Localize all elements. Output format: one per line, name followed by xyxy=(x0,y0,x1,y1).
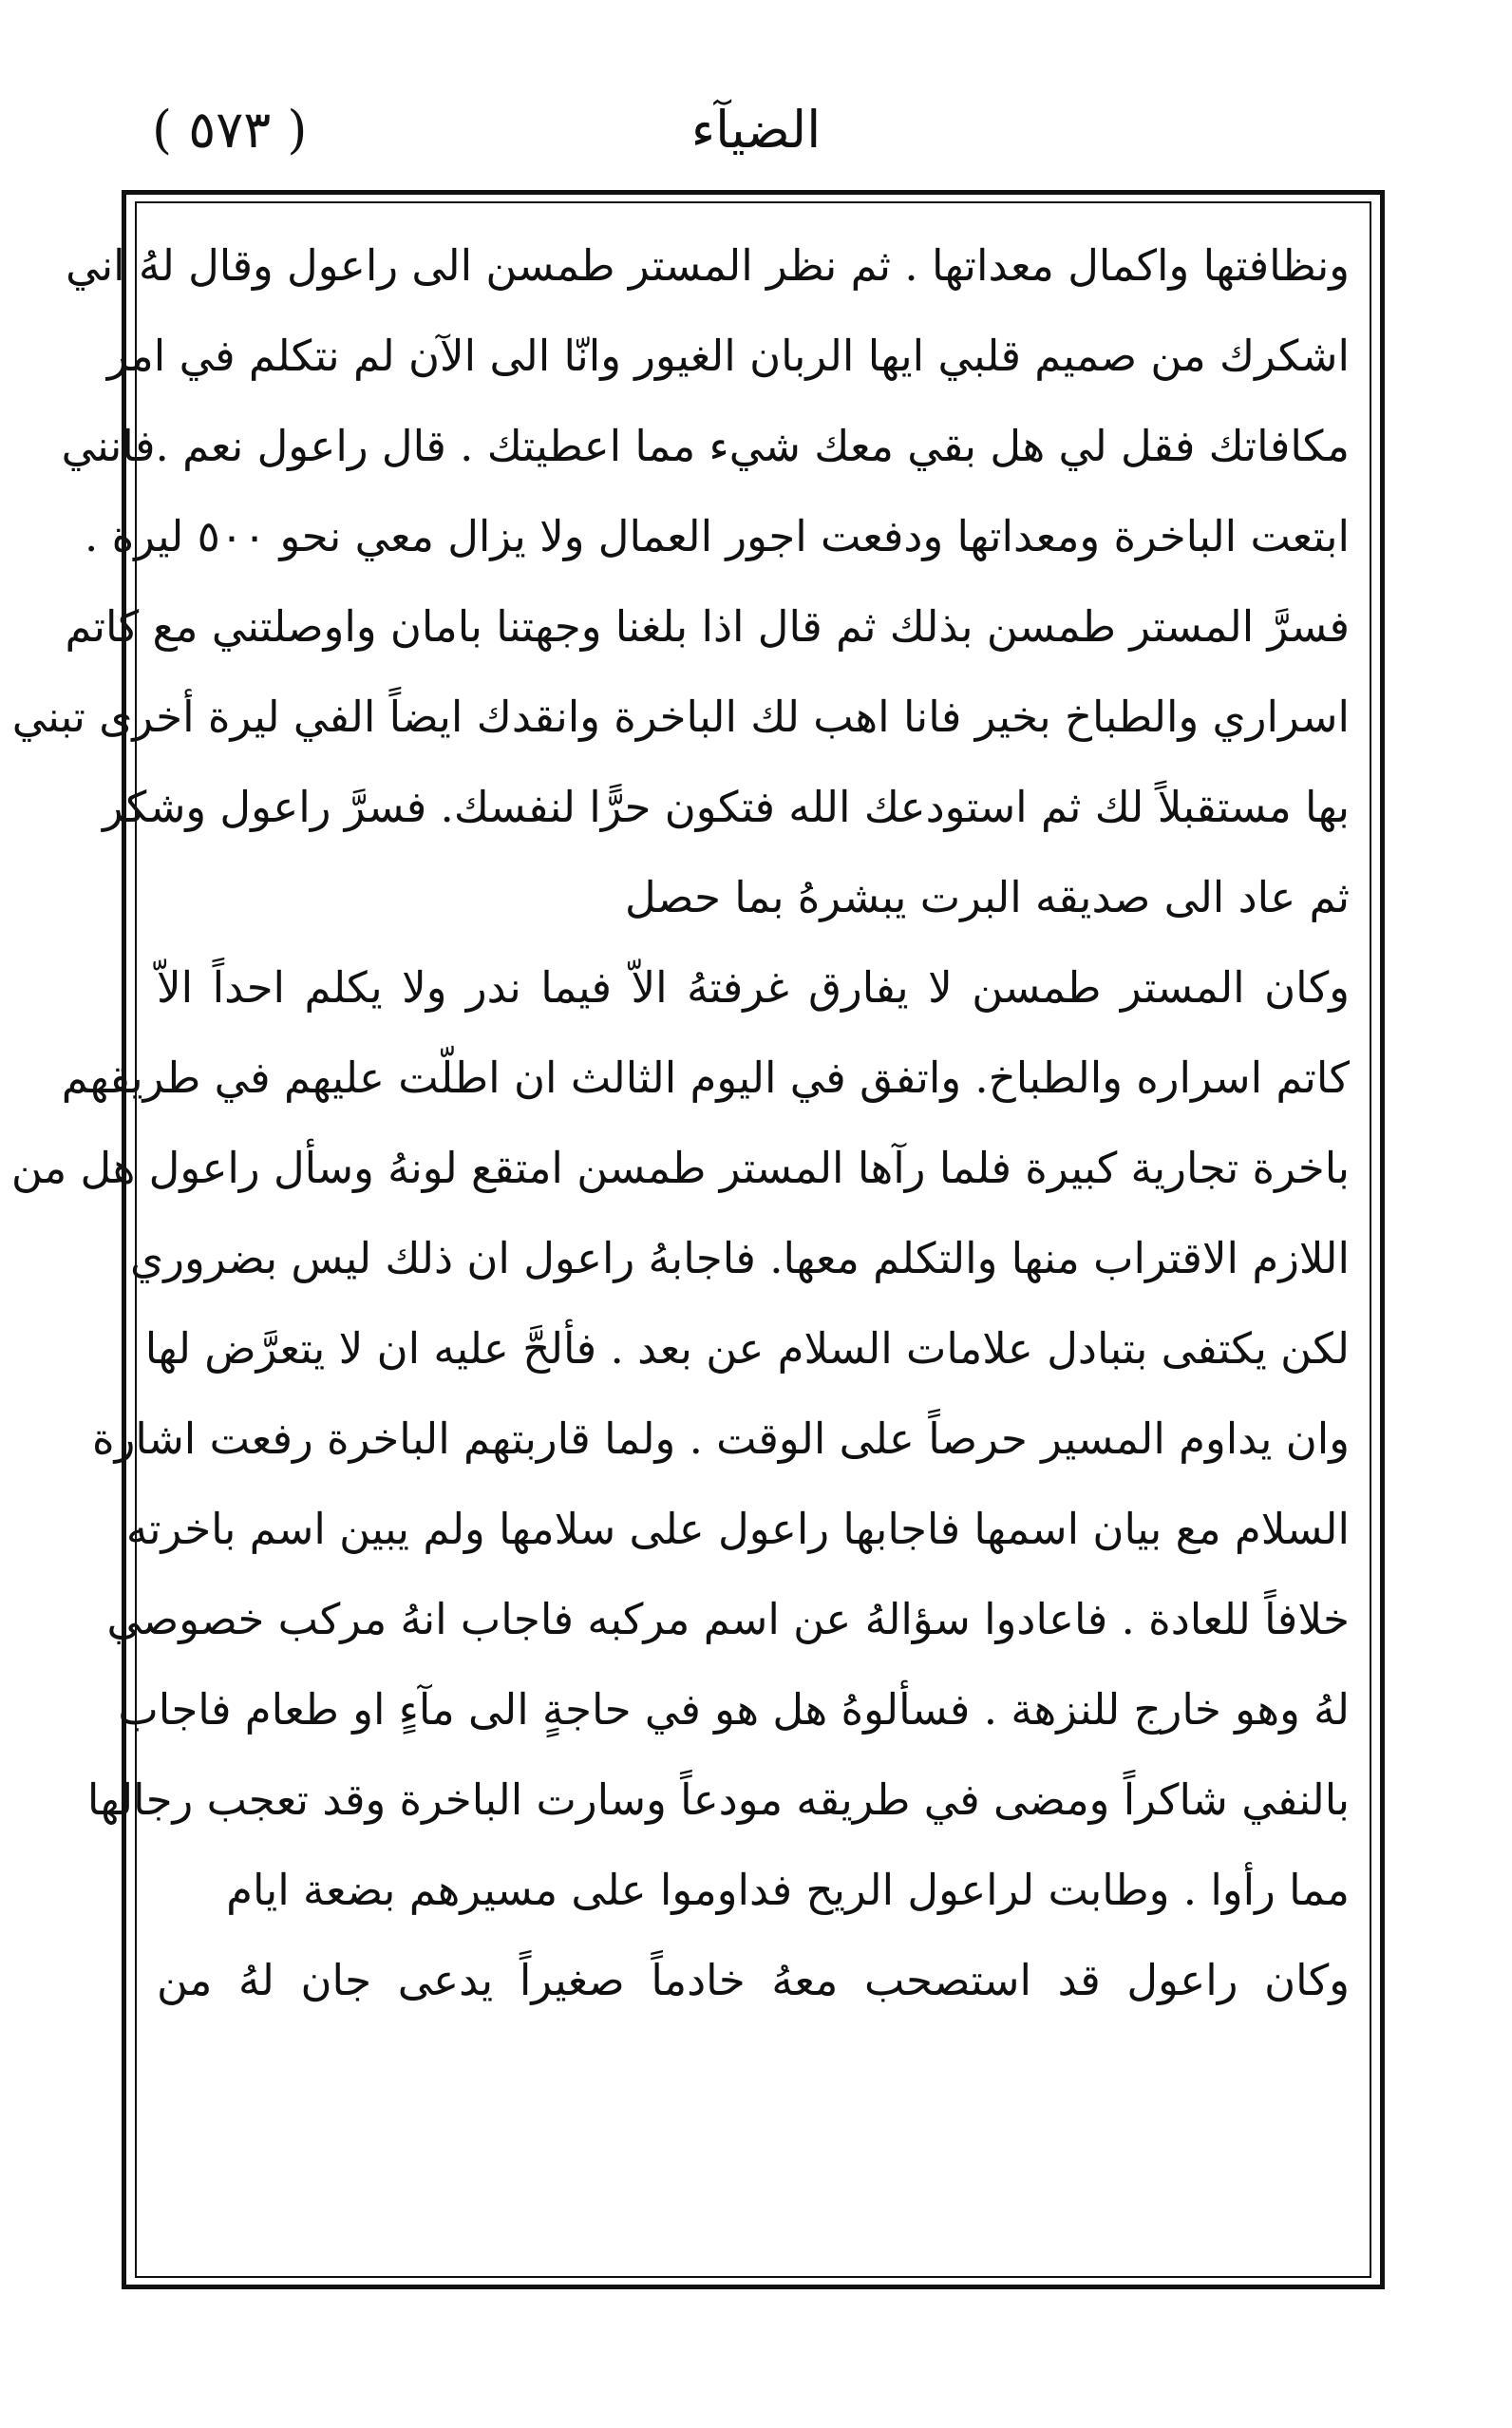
paragraph-start-line: وكان راعول قد استصحب معهُ خادماً صغيراً يدعى جان لهُ من xyxy=(157,1955,1350,2005)
text-line: باخرة تجارية كبيرة فلما رآها المستر طمسن امتقع لونهُ وسأل راعول هل من xyxy=(10,1143,1350,1193)
paragraph-start-line: وكان المستر طمسن لا يفارق غرفتهُ الاّ فيما ندر ولا يكلم احداً الاّ xyxy=(157,962,1350,1013)
running-title: الضيآء xyxy=(690,100,822,160)
text-line: بها مستقبلاً لك ثم استودعك الله فتكون حرًّا لنفسك. فسرَّ راعول وشكر xyxy=(103,782,1350,832)
text-line: لهُ وهو خارج للنزهة . فسألوهُ هل هو في حاجةٍ الى مآءٍ او طعام فاجاب xyxy=(118,1684,1350,1735)
text-line: ابتعت الباخرة ومعداتها ودفعت اجور العمال ولا يزال معي نحو ٥٠٠ ليرة . xyxy=(85,511,1350,561)
text-line: السلام مع بيان اسمها فاجابها راعول على سلامها ولم يبين اسم باخرته xyxy=(125,1504,1350,1554)
text-line: اللازم الاقتراب منها والتكلم معها. فاجابهُ راعول ان ذلك ليس بضروري xyxy=(130,1233,1350,1283)
paragraph-end-line: مما رأوا . وطابت لراعول الريح فداوموا على مسيرهم بضعة ايام xyxy=(226,1865,1350,1915)
text-line: كاتم اسراره والطباخ. واتفق في اليوم الثالث ان اطلّت عليهم في طريقهم xyxy=(61,1053,1350,1103)
text-line: فسرَّ المستر طمسن بذلك ثم قال اذا بلغنا وجهتنا بامان واوصلتني مع كاتم xyxy=(65,601,1350,652)
text-line: خلافاً للعادة . فاعادوا سؤالهُ عن اسم مركبه فاجاب انهُ مركب خصوصي xyxy=(106,1594,1350,1644)
text-line: ونظافتها واكمال معداتها . ثم نظر المستر طمسن الى راعول وقال لهُ اني xyxy=(66,240,1350,291)
page-number: ( ٥٧٣ ) xyxy=(152,100,308,160)
text-line: وان يداوم المسير حرصاً على الوقت . ولما قاربتهم الباخرة رفعت اشارة xyxy=(92,1413,1350,1464)
paragraph-end-line: ثم عاد الى صديقه البرت يبشرهُ بما حصل xyxy=(625,872,1350,922)
text-line: مكافاتك فقل لي هل بقي معك شيء مما اعطيتك . قال راعول نعم .فانني xyxy=(61,421,1350,471)
text-line: لكن يكتفى بتبادل علامات السلام عن بعد . فألحَّ عليه ان لا يتعرَّض لها xyxy=(144,1323,1350,1374)
text-line: اشكرك من صميم قلبي ايها الربان الغيور وانّا الى الآن لم نتكلم في امر xyxy=(106,331,1350,381)
text-line: بالنفي شاكراً ومضى في طريقه مودعاً وسارت الباخرة وقد تعجب رجالها xyxy=(86,1774,1350,1825)
text-body xyxy=(10,220,1350,2025)
text-line: اسراري والطباخ بخير فانا اهب لك الباخرة وانقدك ايضاً الفي ليرة أخرى تبني xyxy=(11,692,1350,742)
